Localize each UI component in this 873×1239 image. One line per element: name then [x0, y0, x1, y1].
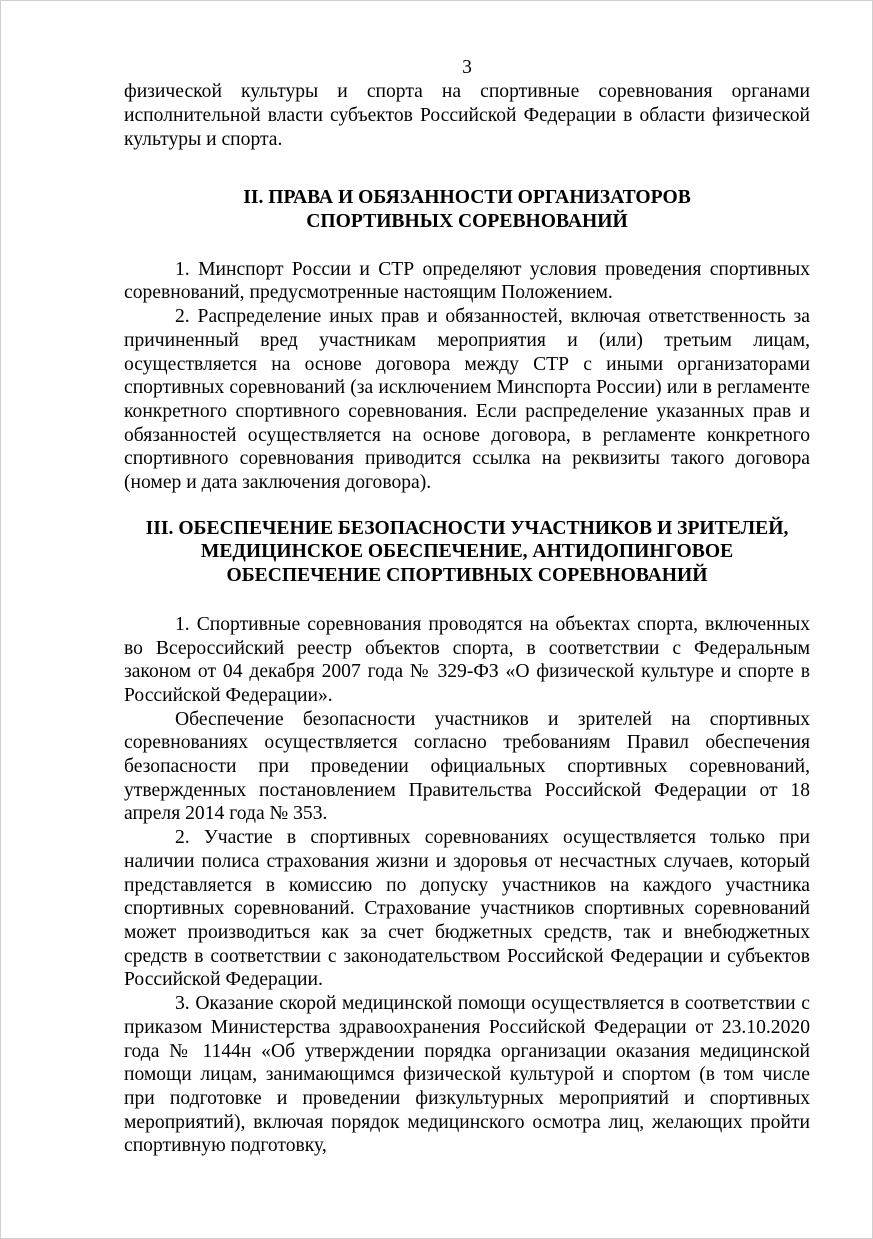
section-3-heading-line-2: МЕДИЦИНСКОЕ ОБЕСПЕЧЕНИЕ, АНТИДОПИНГОВОЕ [200, 541, 734, 563]
section-3-paragraph-2: Обеспечение безопасности участников и зрителей на спортивных соревнованиях осуществляется согласно требованиям Правил обеспечения безопасности при проведении официальных спортивных соревнований, утвержденных постановлением Правительства Российской Федерации от 18 апреля 2014 года № 353. [124, 708, 810, 825]
section-2-paragraph-2: 2. Распределение иных прав и обязанностей, включая ответственность за причиненный вред участникам мероприятия и (или) третьим лицам, осуществляется на основе договора между СТР с иными организаторами спортивных соревнований (за исключением Минспорта России) или в регламенте конкретного спортивного соревнования. Если распределение указанных прав и обязанностей осуществляется на основе договора, в регламенте конкретного спортивного соревнования приводится ссылка на реквизиты такого договора (номер и дата заключения договора). [124, 306, 810, 494]
section-3-heading [124, 517, 810, 588]
section-2-heading-line-2: СПОРТИВНЫХ СОРЕВНОВАНИЙ [306, 211, 628, 233]
section-3-heading-line-1: III. ОБЕСПЕЧЕНИЕ БЕЗОПАСНОСТИ УЧАСТНИКОВ И ЗРИТЕЛЕЙ, [145, 517, 789, 539]
page-content [124, 56, 810, 1158]
page-number: 3 [462, 57, 472, 78]
section-3-paragraph-1: 1. Спортивные соревнования проводятся на объектах спорта, включенных во Всероссийский реестр объектов спорта, в соответствии с Федеральным законом от 04 декабря 2007 года № 329-ФЗ «О физической культуре и спорте в Российской Федерации». [124, 613, 810, 706]
section-3-paragraph-4: 3. Оказание скорой медицинской помощи осуществляется в соответствии с приказом Министерства здравоохранения Российской Федерации от 23.10.2020 года № 1144н «Об утверждении порядка организации оказания медицинской помощи лицам, занимающимся физической культурой и спортом (в том числе при подготовке и проведении физкультурных мероприятий и спортивных мероприятий), включая порядок медицинского осмотра лиц, желающих пройти спортивную подготовку, [124, 993, 810, 1157]
section-2-paragraph-1: 1. Минспорт России и СТР определяют условия проведения спортивных соревнований, предусмотренные настоящим Положением. [124, 258, 810, 304]
section-2-heading [124, 186, 810, 233]
section-3-heading-line-3: ОБЕСПЕЧЕНИЕ СПОРТИВНЫХ СОРЕВНОВАНИЙ [226, 565, 708, 587]
section-2-heading-line-1: II. ПРАВА И ОБЯЗАННОСТИ ОРГАНИЗАТОРОВ [243, 187, 691, 209]
intro-paragraph: физической культуры и спорта на спортивные соревнования органами исполнительной власти субъектов Российской Федерации в области физической культуры и спорта. [124, 81, 810, 150]
section-3-paragraph-3: 2. Участие в спортивных соревнованиях осуществляется только при наличии полиса страхования жизни и здоровья от несчастных случаев, который представляется в комиссию по допуску участников на каждого участника спортивных соревнований. Страхование участников спортивных соревнований может производиться как за счет бюджетных средств, так и внебюджетных средств в соответствии с законодательством Российской Федерации и субъектов Российской Федерации. [124, 827, 810, 991]
